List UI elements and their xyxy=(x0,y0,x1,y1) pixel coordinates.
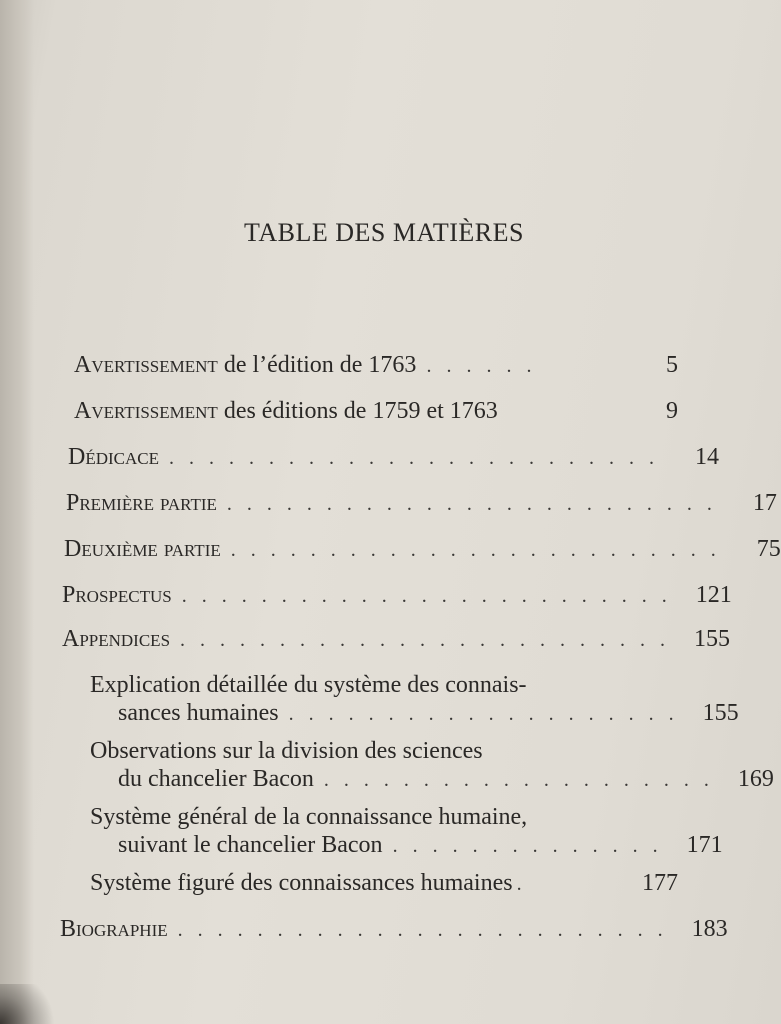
toc-subentry-line: Observations sur la division des sciences xyxy=(90,738,483,764)
toc-subentry-line: Explication détaillée du système des connais- xyxy=(90,672,527,698)
page-number: 75 xyxy=(756,536,781,562)
toc-entry-label: Avertissement de l’édition de 1763 xyxy=(74,352,417,378)
toc-entry-avertissement-1763 xyxy=(74,350,678,381)
toc-entry-avertissement-1759-1763 xyxy=(74,396,678,426)
page-number: 155 xyxy=(694,626,731,652)
page-number: 5 xyxy=(666,352,678,378)
page-number: 17 xyxy=(752,490,777,516)
dot-leader: . . . . . . . . . . . . . . . . . . . . . . . . . xyxy=(181,585,672,607)
dot-leader: . xyxy=(516,873,522,895)
toc-entry-label: suivant le chancelier Bacon xyxy=(118,832,383,858)
toc-entry-label: Appendices xyxy=(62,626,171,652)
toc-entry-label: Prospectus xyxy=(62,582,172,608)
toc-subentry-systeme-figure xyxy=(90,868,678,899)
page-number: 169 xyxy=(737,766,774,792)
toc-subentry-observations xyxy=(118,764,774,795)
toc-entry-label: Dédicace xyxy=(68,444,159,470)
toc-entry-label: Système figuré des connaissances humaines xyxy=(90,870,513,896)
toc-entry-deuxieme-partie xyxy=(64,534,781,565)
dot-leader: . . . . . . xyxy=(426,355,537,377)
toc-subentry-line: Système général de la connaissance humaine, xyxy=(90,804,528,830)
page-number: 171 xyxy=(686,832,723,858)
toc-entry-prospectus xyxy=(62,580,732,611)
page-title: TABLE DES MATIÈRES xyxy=(244,218,524,247)
page-number: 121 xyxy=(695,582,732,608)
toc-subentry-systeme-general xyxy=(118,830,723,861)
dot-leader: . . . . . . . . . . . . . . . . . . . . . . . . . xyxy=(226,493,717,515)
page-number: 9 xyxy=(666,398,678,424)
dot-leader: . . . . . . . . . . . . . . . . . . . . . . . . . xyxy=(180,629,671,651)
dot-leader: . . . . . . . . . . . . . . . . . . . . xyxy=(288,703,679,725)
page-number: 177 xyxy=(642,870,678,896)
toc-entry-label: Première partie xyxy=(66,490,217,516)
dot-leader: . . . . . . . . . . . . . . . . . . . . . . . . . xyxy=(177,919,668,941)
toc-entry-label: Avertissement des éditions de 1759 et 1763 xyxy=(74,398,498,424)
toc-entry-label: Biographie xyxy=(60,916,168,942)
dot-leader: . . . . . . . . . . . . . . . . . . . . . . . . . xyxy=(169,447,659,469)
toc-entry-label: sances humaines xyxy=(118,700,279,726)
toc-entry-label: du chancelier Bacon xyxy=(118,766,314,792)
toc-entry-dedicace xyxy=(68,442,719,473)
page-number: 183 xyxy=(691,916,728,942)
toc-subentry-explication xyxy=(118,698,739,729)
toc-entry-biographie xyxy=(60,914,728,945)
dot-leader: . . . . . . . . . . . . . . . . . . . . xyxy=(323,769,714,791)
toc-entry-premiere-partie xyxy=(66,488,777,519)
dot-leader: . . . . . . . . . . . . . . . . . . . . . . . . . xyxy=(230,539,721,561)
toc-entry-appendices xyxy=(62,624,731,655)
toc-entry-label: Deuxième partie xyxy=(64,536,221,562)
page-number: 14 xyxy=(695,444,719,470)
page-number: 155 xyxy=(702,700,739,726)
dot-leader: . . . . . . . . . . . . . . xyxy=(392,835,663,857)
